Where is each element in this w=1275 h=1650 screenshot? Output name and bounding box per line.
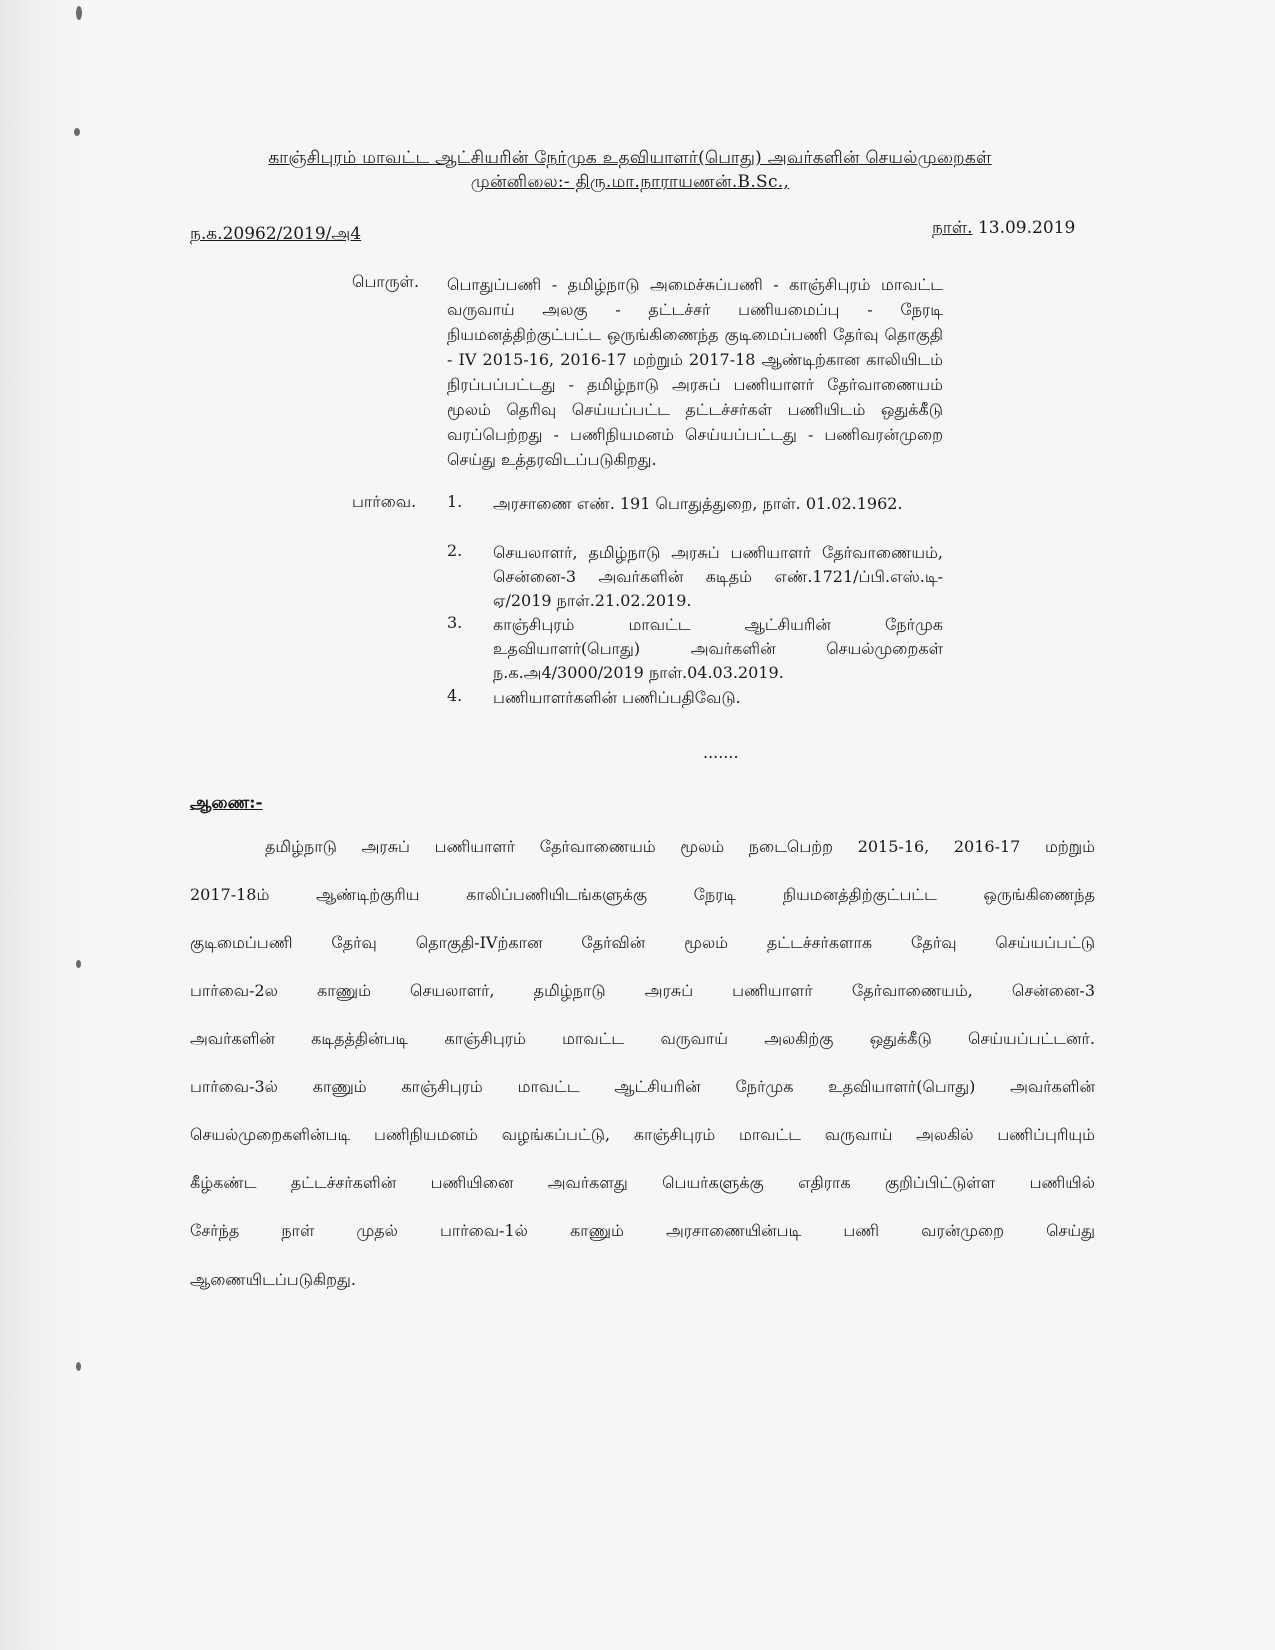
reference-number: ந.க.20962/2019/அ4 [190, 224, 362, 244]
order-text-line: தமிழ்நாடு அரசுப் பணியாளர் தேர்வாணையம் மூலம் நடைபெற்ற 2015-16, 2016-17 மற்றும் [265, 837, 1095, 856]
reference-item-text: காஞ்சிபுரம் மாவட்ட ஆட்சியரின் நேர்முக உதவியாளர்(பொது) அவர்களின் செயல்முறைகள் ந.க.அ4/3000/2019 நாள்.04.03.2019. [493, 615, 943, 682]
order-text-line: அவர்களின் கடிதத்தின்படி காஞ்சிபுரம் மாவட்ட வருவாய் அலகிற்கு ஒதுக்கீடு செய்யப்பட்டனர். [190, 1029, 1095, 1048]
scan-speck [76, 960, 81, 968]
scan-speck [76, 6, 82, 20]
reference-item-number: 4. [447, 686, 463, 705]
order-date [932, 218, 1075, 240]
reference-item-text: பணியாளர்களின் பணிப்பதிவேடு. [493, 688, 741, 707]
order-text-line: 2017-18ம் ஆண்டிற்குரிய காலிப்பணியிடங்களுக்கு நேரடி நியமனத்திற்குட்பட்ட ஒருங்கிணைந்த [190, 885, 1095, 904]
date-label: நாள். [932, 218, 973, 238]
heading-title: காஞ்சிபுரம் மாவட்ட ஆட்சியரின் நேர்முக உதவியாளர்(பொது) அவர்களின் செயல்முறைகள் [268, 148, 992, 168]
reference-item-number: 1. [447, 492, 463, 511]
reference-item-text: செயலாளர், தமிழ்நாடு அரசுப் பணியாளர் தேர்வாணையம், சென்னை-3 அவர்களின் கடிதம் எண்.1721/ப்பி.எஸ்.டி-ஏ/2019 நாள்.21.02.2019. [493, 543, 943, 610]
order-text-line: பார்வை-2ல காணும் செயலாளர், தமிழ்நாடு அரசுப் பணியாளர் தேர்வாணையம், சென்னை-3 [190, 981, 1095, 1000]
scan-speck [76, 1362, 81, 1371]
order-text-line: கீழ்கண்ட தட்டச்சர்களின் பணியினை அவர்களது பெயர்களுக்கு எதிராக குறிப்பிட்டுள்ள பணியில் [190, 1173, 1095, 1192]
reference-item-text: அரசாணை எண். 191 பொதுத்துறை, நாள். 01.02.1962. [493, 494, 903, 513]
reference-item-number: 2. [447, 541, 463, 560]
subject-text: பொதுப்பணி - தமிழ்நாடு அமைச்சுப்பணி - காஞ்சிபுரம் மாவட்ட வருவாய் அலகு - தட்டச்சர் பணியமைப்பு - நேரடி நியமனத்திற்குட்பட்ட ஒருங்கிணைந்த குடிமைப்பணி தேர்வு தொகுதி - IV 2015-16, 2016-17 மற்றும் 2017-18 ஆண்டிற்கான காலியிடம் நிரப்பப்பட்டது - தமிழ்நாடு அரசுப் பணியாளர் தேர்வாணையம் மூலம் தெரிவு செய்யப்பட்ட தட்டச்சர்கள் பணியிடம் ஒதுக்கீடு வரப்பெற்றது - பணிநியமனம் செய்யப்பட்டது - பணிவரன்முறை செய்து உத்தரவிடப்படுகிறது. [447, 275, 943, 469]
order-text-line: சேர்ந்த நாள் முதல் பார்வை-1ல் காணும் அரசாணையின்படி பணி வரன்முறை செய்து [190, 1221, 1095, 1240]
scan-speck [74, 128, 80, 136]
reference-item-number: 3. [447, 613, 463, 632]
order-text-line: குடிமைப்பணி தேர்வு தொகுதி-IVற்கான தேர்வின் மூலம் தட்டச்சர்களாக தேர்வு செய்யப்பட்டு [190, 933, 1095, 952]
order-text-line: ஆணையிடப்படுகிறது. [190, 1270, 356, 1289]
scan-edge-shadow [0, 0, 90, 1650]
date-value: 13.09.2019 [977, 218, 1076, 238]
references-end-dots: ....... [703, 743, 739, 762]
references-label: பார்வை. [352, 492, 417, 511]
heading-presence: முன்னிலை:- திரு.மா.நாராயணன்.B.Sc., [470, 172, 790, 192]
order-text-line: பார்வை-3ல் காணும் காஞ்சிபுரம் மாவட்ட ஆட்சியரின் நேர்முக உதவியாளர்(பொது) அவர்களின் [190, 1077, 1095, 1096]
order-text-line: செயல்முறைகளின்படி பணிநியமனம் வழங்கப்பட்டு, காஞ்சிபுரம் மாவட்ட வருவாய் அலகில் பணிப்புரியும் [190, 1125, 1095, 1144]
subject-label: பொருள். [352, 272, 420, 291]
order-label: ஆணை:- [190, 793, 263, 813]
